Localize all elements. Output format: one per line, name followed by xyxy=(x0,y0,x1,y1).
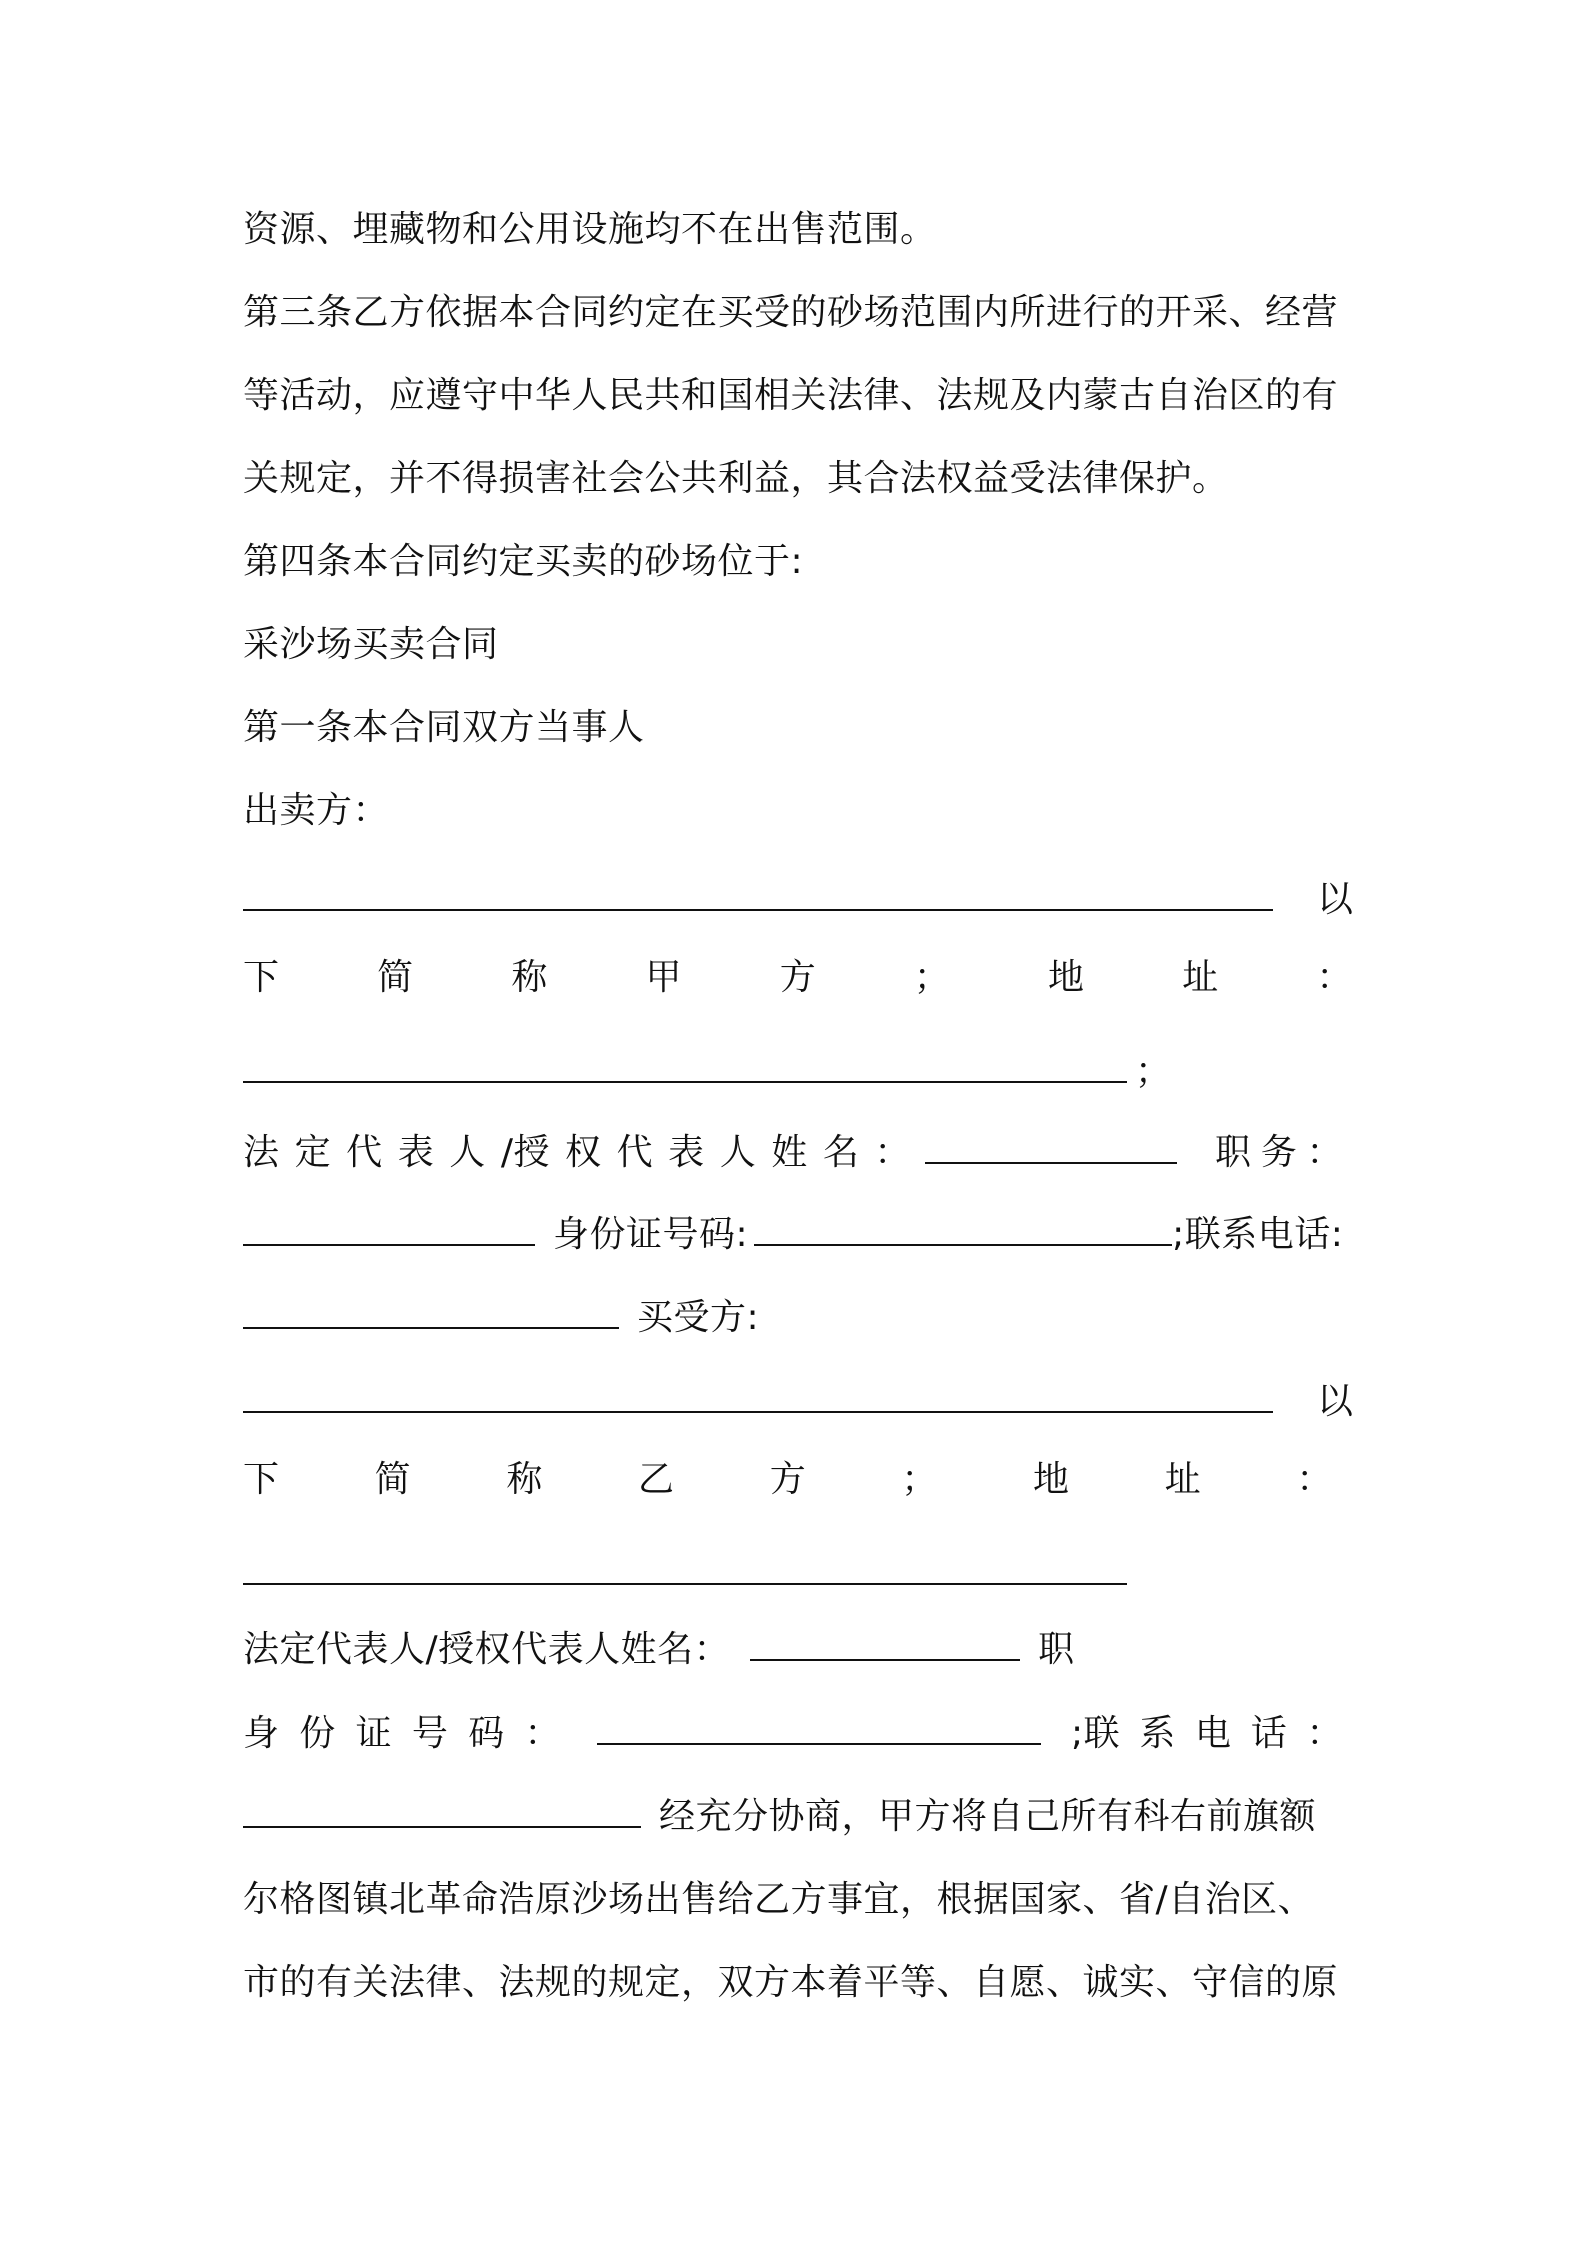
seller-alias-row xyxy=(243,956,1353,1000)
seller-rep-char: 表 xyxy=(668,1132,705,1173)
seller-alias-char: 方 xyxy=(779,957,817,998)
buyer-id-row xyxy=(243,1712,1343,1756)
seller-rep-char: 人 xyxy=(719,1132,757,1173)
buyer-alias-char: 称 xyxy=(506,1459,543,1500)
seller-rep-char: 权 xyxy=(565,1132,602,1173)
seller-alias-char: 简 xyxy=(377,957,414,998)
seller-duty-blank xyxy=(243,1214,535,1246)
seller-duty-char: ： xyxy=(1306,1132,1343,1173)
buyer-alias-char: 乙 xyxy=(638,1459,675,1500)
text-line-3: 等活动，应遵守中华人民共和国相关法律、法规及内蒙古自治区的有 xyxy=(243,375,1339,416)
buyer-phone-char: 话 xyxy=(1250,1713,1288,1754)
seller-rep-char: 姓 xyxy=(771,1132,808,1173)
buyer-label-row xyxy=(243,1296,759,1340)
seller-rep-char: 定 xyxy=(294,1132,332,1173)
buyer-id-char: 身 xyxy=(243,1713,280,1754)
buyer-phone-blank xyxy=(243,1796,641,1828)
buyer-alias-char: ： xyxy=(1296,1459,1333,1500)
seller-rep-char: 代 xyxy=(346,1132,383,1173)
seller-address-semicolon: ； xyxy=(1135,1051,1172,1092)
buyer-name-row xyxy=(243,1380,1354,1424)
buyer-alias-char: 地 xyxy=(1033,1459,1070,1500)
seller-rep-char: /授 xyxy=(500,1132,550,1173)
buyer-alias-char: 方 xyxy=(769,1459,807,1500)
seller-name-blank xyxy=(243,879,1273,911)
buyer-alias-char: ； xyxy=(901,1459,938,1500)
buyer-phone-char: 系 xyxy=(1139,1713,1176,1754)
seller-alias-char: ： xyxy=(1316,957,1353,998)
seller-rep-char: 人 xyxy=(449,1132,486,1173)
seller-alias-char: 甲 xyxy=(645,957,683,998)
buyer-alias-char: 址 xyxy=(1164,1459,1202,1500)
buyer-phone-char: ;联 xyxy=(1071,1713,1121,1754)
buyer-id-char: ： xyxy=(524,1713,561,1754)
buyer-id-label xyxy=(243,1712,561,1756)
buyer-alias-row xyxy=(243,1458,1333,1502)
buyer-id-char: 号 xyxy=(411,1713,449,1754)
consult-text: 经充分协商，甲方将自己所有科右前旗额 xyxy=(659,1796,1317,1837)
buyer-label: 买受方: xyxy=(637,1297,760,1338)
text-line-1: 资源、埋藏物和公用设施均不在出售范围。 xyxy=(243,209,937,250)
buyer-rep-blank xyxy=(750,1629,1020,1661)
seller-alias-char: 称 xyxy=(511,957,548,998)
seller-rep-char: 代 xyxy=(616,1132,654,1173)
article-one: 第一条本合同双方当事人 xyxy=(243,707,645,748)
seller-duty-char: 务 xyxy=(1260,1132,1298,1173)
buyer-alias-char: 简 xyxy=(374,1459,412,1500)
contract-title: 采沙场买卖合同 xyxy=(243,624,499,665)
buyer-id-char: 码 xyxy=(468,1713,505,1754)
buyer-address-row xyxy=(243,1552,1127,1596)
seller-phone-blank xyxy=(243,1297,619,1329)
buyer-phone-char: ： xyxy=(1306,1713,1343,1754)
seller-duty-label xyxy=(1215,1131,1343,1175)
seller-id-row xyxy=(243,1213,1343,1257)
seller-address-blank xyxy=(243,1051,1127,1083)
seller-id-blank xyxy=(754,1214,1172,1246)
seller-rep-blank xyxy=(925,1132,1177,1164)
seller-rep-row xyxy=(243,1131,1353,1175)
seller-name-row xyxy=(243,878,1354,922)
buyer-alias-char: 下 xyxy=(243,1459,280,1500)
seller-duty-char: 职 xyxy=(1215,1132,1252,1173)
seller-address-row xyxy=(243,1050,1172,1094)
seller-id-label: 身份证号码: xyxy=(553,1214,749,1255)
buyer-yi: 以 xyxy=(1317,1381,1354,1422)
seller-alias-char: ； xyxy=(913,957,951,998)
buyer-address-blank xyxy=(243,1553,1127,1585)
article-four: 第四条本合同约定买卖的砂场位于: xyxy=(243,541,804,582)
buyer-id-char: 证 xyxy=(355,1713,393,1754)
buyer-phone-label xyxy=(1071,1712,1343,1756)
seller-rep-char: 名 xyxy=(822,1132,860,1173)
buyer-id-char: 份 xyxy=(299,1713,336,1754)
buyer-rep-label: 法定代表人/授权代表人姓名： xyxy=(243,1629,731,1670)
seller-rep-char: 法 xyxy=(243,1132,280,1173)
buyer-rep-row xyxy=(243,1628,1075,1672)
consult-row xyxy=(243,1795,1316,1839)
buyer-id-blank xyxy=(597,1713,1041,1745)
seller-alias-char: 下 xyxy=(243,957,280,998)
seller-label: 出卖方： xyxy=(243,790,390,831)
text-line-a: 尔格图镇北革命浩原沙场出售给乙方事宜，根据国家、省/自治区、 xyxy=(243,1879,1315,1920)
text-line-2: 第三条乙方依据本合同约定在买受的砂场范围内所进行的开采、经营 xyxy=(243,292,1339,333)
seller-rep-char: 表 xyxy=(397,1132,435,1173)
seller-phone-label: ;联系电话: xyxy=(1172,1214,1344,1255)
buyer-name-blank xyxy=(243,1381,1273,1413)
seller-alias-char: 地 xyxy=(1048,957,1085,998)
buyer-phone-char: 电 xyxy=(1195,1713,1232,1754)
buyer-duty-label: 职 xyxy=(1038,1629,1075,1670)
text-line-4: 关规定，并不得损害社会公共利益，其合法权益受法律保护。 xyxy=(243,458,1229,499)
seller-rep-label xyxy=(243,1131,911,1175)
seller-alias-char: 址 xyxy=(1182,957,1219,998)
seller-rep-char: ： xyxy=(874,1132,911,1173)
seller-yi: 以 xyxy=(1317,879,1354,920)
text-line-b: 市的有关法律、法规的规定，双方本着平等、自愿、诚实、守信的原 xyxy=(243,1962,1339,2003)
